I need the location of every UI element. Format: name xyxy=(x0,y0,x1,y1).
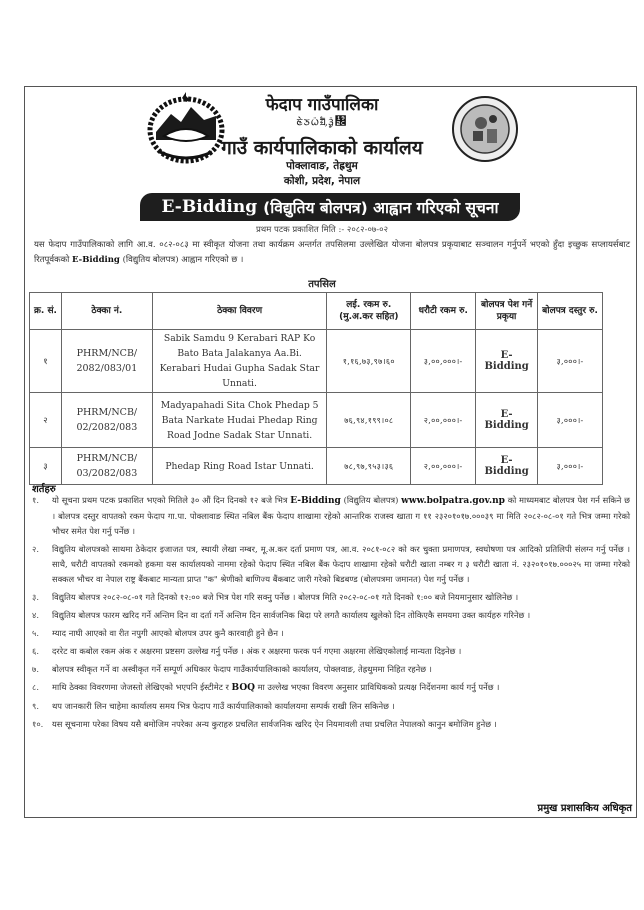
term-item xyxy=(32,493,630,539)
term-text: यस सूचनामा परेका विषय यसै बमोजिम नपरेका अन्य कुराहरु प्रचलित सार्वजनिक खरिद ऐन नियमावली तथा प्रचलित नेपालको कानुन बमोजिम हुनेछ । xyxy=(52,719,497,729)
table-row xyxy=(30,330,603,393)
office-name: गाउँ कार्यपालिकाको कार्यालय xyxy=(221,137,423,159)
term-item xyxy=(32,644,630,659)
cell-code: PHRM/NCB/ 02/2082/083 xyxy=(61,393,152,448)
intro-ebidding: E-Bidding xyxy=(72,255,120,265)
term-text: थप जानकारी लिन चाहेमा कार्यालय समय भित्र फेदाप गाउँ कार्यपालिकाको कार्यालयमा सम्पर्क राखी लिन सकिनेछ । xyxy=(52,701,395,711)
term-number: ९. xyxy=(32,701,39,711)
term-number: ६. xyxy=(32,646,39,656)
published-date: प्रथम पटक प्रकाशित मिति :- २०८२-०७-०२ xyxy=(255,225,389,235)
notice-title-banner xyxy=(140,193,520,221)
term-number: ७. xyxy=(32,664,39,674)
table-caption: तपसिल xyxy=(308,279,336,290)
letterhead xyxy=(0,0,644,190)
col-fee: बोलपत्र दस्तुर रु. xyxy=(538,293,603,330)
municipality-seal-icon xyxy=(451,95,519,163)
cell-desc: Sabik Samdu 9 Kerabari RAP Ko Bato Bata Jalakanya Aa.Bi. Kerabari Hudai Gupha Sadak Star Unnati. xyxy=(152,330,327,393)
term-text: दररेट वा कबोल रकम अंक र अक्षरमा प्रष्टसग उल्लेख गर्नु पर्नेछ । अंक र अक्षरमा फरक पर्न गएमा अक्षरमा लेखिएकोलाई मान्यता दिइनेछ । xyxy=(52,646,462,656)
col-contract-no: ठेक्का नं. xyxy=(61,293,152,330)
term-text: बोलपत्र स्वीकृत गर्ने वा अस्वीकृत गर्ने सम्पूर्ण अधिकार फेदाप गाउँकार्यपालिकाको कार्यालय, पोक्लवाङ, तेह्रथुममा निहित रहनेछ । xyxy=(52,664,432,674)
term-text: विद्युतिय बोलपत्र २०८२-०८-०१ गते दिनको १२:०० बजे भित्र पेश गरि सक्नु पर्नेछ । बोलपत्र मिति २०८२-०८-०१ गते दिनको १:०० बजे नियमानुसार खोलिनेछ । xyxy=(52,592,519,602)
cell-desc: Madyapahadi Sita Chok Phedap 5 Bata Narkate Hudai Phedap Ring Road Jodne Sadak Star Unnati. xyxy=(152,393,327,448)
term-number: ८. xyxy=(32,682,39,692)
cell-code: PHRM/NCB/ 03/2082/083 xyxy=(61,448,152,485)
term-text: विद्युतिय बोलपत्र फारम खरिद गर्ने अन्तिम दिन वा दर्ता गर्ने अन्तिम दिन सार्वजनिक बिदा परे लगतै कार्यालय खुलेको दिन तोकिएकै समयमा उक्त कार्यहरु गरिनेछ । xyxy=(52,610,531,620)
term-number: १. xyxy=(32,495,39,505)
cell-estimate: १,१६,७३,९७।६० xyxy=(327,330,411,393)
municipality-name: फेदाप गाउँपालिका xyxy=(265,95,379,115)
table-header-row xyxy=(30,293,603,330)
term-text: यो सूचना प्रथम पटक प्रकाशित भएको मितिले ३० औं दिन दिनको १२ बजे भित्र E-Bidding (विद्युतिय बोलपत्र) www.bolpatra.gov.np को माध्यमबाट बोलपत्र पेश गर्न सकिने छ । बोलपत्र दस्तुर वापतको रकम फेदाप गा.पा. पोक्लावाङ स्थित नबिल बैंक फेदाप शाखामा रहेको आन्तरिक राजस्व खाता ग ११ २३२०१०१७.०००३९ मा मिति २०८२-०८-०१ गते भित्र जम्मा गरेको भौचर समेत पेश गर्नु पर्नेछ । xyxy=(52,495,630,536)
cell-estimate: ७८,९७,९५३।३६ xyxy=(327,448,411,485)
term-text: माथि ठेक्का विवरणमा जेजस्तो लेखिएको भएपनि ईस्टीमेट र BOQ मा उल्लेख भएका विवरण अनुसार प्राविधिकको प्रत्यक्ष निर्देशनमा कार्य गर्नु पर्नेछ । xyxy=(52,682,500,693)
col-description: ठेक्का विवरण xyxy=(152,293,327,330)
cell-estimate: ७६,९४,१९९।०८ xyxy=(327,393,411,448)
term-item xyxy=(32,590,630,605)
intro-text: यस फेदाप गाउँपालिकाको लागि आ.व. ०८२-०८३ मा स्वीकृत योजना तथा कार्यक्रम अन्तर्गत तपसिलमा उल्लेखित योजना बोलपत्र प्रकृयाबाट सञ्चालन गर्नुपर्ने भएको हुँदा इच्छुक सप्लायर्सबाट रितपूर्वकको xyxy=(34,240,630,265)
table-row xyxy=(30,393,603,448)
terms-heading: शर्तहरु xyxy=(32,484,56,495)
term-item xyxy=(32,699,630,714)
term-item xyxy=(32,626,630,641)
banner-title-en: E-Bidding xyxy=(161,197,258,217)
term-item xyxy=(32,680,630,696)
term-number: ५. xyxy=(32,628,39,638)
term-number: ३. xyxy=(32,592,39,602)
term-text: म्याद नाघी आएको वा रीत नपुगी आएको बोलपत्र उपर कुनै कारवाही हुने छैन । xyxy=(52,628,284,638)
term-number: २. xyxy=(32,544,39,554)
cell-code: PHRM/NCB/ 2082/083/01 xyxy=(61,330,152,393)
cell-sn: १ xyxy=(30,330,62,393)
cell-deposit: ३,००,०००।- xyxy=(411,330,476,393)
term-number: ४. xyxy=(32,610,39,620)
col-method: बोलपत्र पेश गर्ने प्रकृया xyxy=(476,293,538,330)
col-estimate: लई. रकम रु. (मु.अ.कर सहित) xyxy=(327,293,411,330)
cell-fee: ३,०००।- xyxy=(538,448,603,485)
cell-method: E-Bidding xyxy=(476,448,538,485)
bids-table xyxy=(29,292,603,485)
cell-sn: २ xyxy=(30,393,62,448)
signatory-title: प्रमुख प्रशासकिय अधिकृत xyxy=(537,803,632,814)
cell-fee: ३,०००।- xyxy=(538,330,603,393)
cell-deposit: २,००,०००।- xyxy=(411,393,476,448)
intro-paragraph xyxy=(34,238,630,268)
term-number: १०. xyxy=(32,719,44,729)
col-deposit: धरौटी रकम रु. xyxy=(411,293,476,330)
cell-method: E-Bidding xyxy=(476,330,538,393)
address-line-2: कोशी, प्रदेश, नेपाल xyxy=(283,175,361,187)
banner-title-np: (विद्युतिय बोलपत्र) आह्वान गरिएको सूचना xyxy=(263,199,499,217)
address-line-1: पोक्लावाङ, तेह्रथुम xyxy=(286,160,358,172)
term-item xyxy=(32,717,630,732)
cell-sn: ३ xyxy=(30,448,62,485)
intro-text-end: (विद्युतिय बोलपत्र) आह्वान गरिएको छ । xyxy=(122,255,244,265)
table-row xyxy=(30,448,603,485)
terms-list xyxy=(32,493,630,735)
municipality-name-limbu: ᤇᤧᤍᤐ᤺ᤀᤠ᤹ᤋᤢ᤺᤬ xyxy=(296,114,348,128)
cell-method: E-Bidding xyxy=(476,393,538,448)
term-item xyxy=(32,542,630,587)
term-item xyxy=(32,608,630,623)
cell-desc: Phedap Ring Road Istar Unnati. xyxy=(152,448,327,485)
term-item xyxy=(32,662,630,677)
term-text: विद्युतिय बोलपत्रको साथमा ठेकेदार इजाजत पत्र, स्थायी लेखा नम्बर, मू.अ.कर दर्ता प्रमाण पत्र, आ.व. २०८१-०८२ को कर चुक्ता प्रमाणपत्र, स्वघोषणा पत्र आदिको प्रतिलिपी संलग्न गर्नु पर्नेछ । साथै, धरौटी वापतको रकमको हकमा यस कार्यालयको नाममा रहेको फेदाप स्थित नबिल बैंक फेदाप शाखामा रहेको धरौटी खाता नम्बर ग ३ धरौटी खाता नं. २३२०१०१७.०००२५ मा जम्मा गरेको सक्कल भौचर वा नेपाल राष्ट्र बैंकबाट मान्यता प्राप्त "क" श्रेणीको बाणिज्य बैंकबाट जारी गरेको बिडबण्ड (बोलपत्रमा जमानत) पेश गर्नु पर्नेछ । xyxy=(52,544,630,584)
cell-deposit: २,००,०००।- xyxy=(411,448,476,485)
cell-fee: ३,०००।- xyxy=(538,393,603,448)
bolpatra-link[interactable]: www.bolpatra.gov.np xyxy=(401,496,505,506)
col-sn: क्र. सं. xyxy=(30,293,62,330)
